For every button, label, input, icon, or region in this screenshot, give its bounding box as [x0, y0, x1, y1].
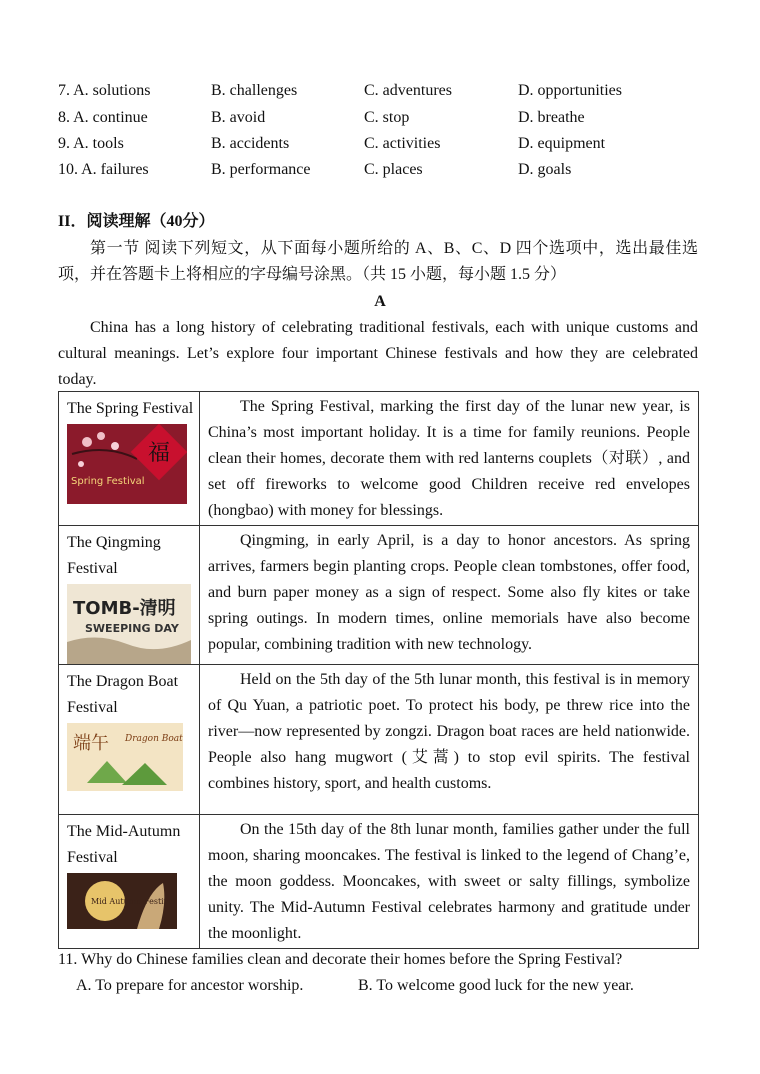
dragon-boat-illustration: [67, 723, 183, 791]
festival-name: The Qingming Festival: [67, 534, 161, 577]
passage-intro: China has a long history of celebrating traditional festivals, each with unique customs and cultural meanings. Let’s explore four important Chinese festivals and how they are celebrated today.: [58, 319, 698, 388]
festival-desc-cell: [200, 665, 699, 815]
table-row: [59, 526, 699, 665]
option-c: C. activities: [364, 135, 441, 152]
festival-desc-cell: [200, 815, 699, 949]
qingming-illustration: [67, 584, 191, 664]
section-title: II．阅读理解（40分）: [58, 213, 215, 230]
festival-name-cell: [59, 665, 200, 815]
option-c: C. stop: [364, 109, 410, 126]
option-b: B. challenges: [211, 82, 298, 99]
qingming-image: [67, 584, 191, 664]
image-subcaption: SWEEPING DAY: [85, 622, 179, 635]
option-d: D. opportunities: [518, 82, 622, 99]
option-c: C. places: [364, 161, 423, 178]
image-caption: Mid Autumn Festival: [91, 897, 176, 906]
festival-name: The Spring Festival: [67, 400, 194, 417]
option-a: 10. A. failures: [58, 161, 149, 178]
festival-desc-cell: [200, 392, 699, 526]
passage-label: A: [374, 293, 386, 310]
option-row: [58, 159, 698, 181]
festival-name-cell: [59, 526, 200, 665]
festival-description: The Spring Festival, marking the first day of the lunar new year, is China’s most important holiday. It is a time for family reunions. People clean their homes, decorate them with red lanterns couplets（对联）, and set off fireworks to welcome good Children receive red envelopes (hongbao) with money for blessings.: [208, 398, 690, 519]
option-b: B. avoid: [211, 109, 266, 126]
image-subcaption: Dragon Boat: [125, 734, 183, 744]
option-c: C. adventures: [364, 82, 452, 99]
festival-description: On the 15th day of the 8th lunar month, families gather under the full moon, sharing mooncakes. The festival is linked to the legend of Chang’e, the moon goddess. Mooncakes, with sweet or salty fillings, symbolize unity. The Mid-Autumn Festival celebrates harmony and gratitude under the moonlight.: [208, 821, 690, 942]
option-row: [58, 80, 698, 102]
option-d: D. breathe: [518, 109, 585, 126]
festival-name: The Mid-Autumn Festival: [67, 823, 181, 866]
question-stem: 11. Why do Chinese families clean and decorate their homes before the Spring Festival?: [58, 951, 623, 968]
table-row: [59, 665, 699, 815]
fu-character: 福: [147, 441, 171, 466]
festival-name-cell: [59, 815, 200, 949]
question-option-a: A. To prepare for ancestor worship.: [76, 977, 304, 994]
festival-name-cell: [59, 392, 200, 526]
festival-description: Qingming, in early April, is a day to honor ancestors. As spring arrives, farmers begin planting crops. People clean tombstones, offer food, and burn paper money as a sign of respect. Some also fly kites or take spring outings. In modern times, online memorials have also become popular, combining tradition with new technology.: [208, 532, 690, 653]
option-b: B. performance: [211, 161, 311, 178]
option-row: [58, 107, 698, 129]
image-caption: 端午: [73, 733, 109, 754]
option-row: [58, 133, 698, 155]
festival-description: Held on the 5th day of the 5th lunar month, this festival is in memory of Qu Yuan, a patriotic poet. To protect his body, pe threw rice into the river—now represented by zongzi. Dragon boat races are held nationwide. People also hang mugwort (艾蒿) to stop evil spirits. The festival combines history, sport, and health customs.: [208, 671, 690, 792]
festival-table: [58, 391, 699, 949]
option-d: D. equipment: [518, 135, 606, 152]
festival-name: The Dragon Boat Festival: [67, 673, 179, 716]
spring-festival-image: [67, 424, 187, 504]
table-row: [59, 815, 699, 949]
mid-autumn-illustration: [67, 873, 177, 929]
mid-autumn-image: [67, 873, 177, 929]
option-d: D. goals: [518, 161, 572, 178]
spring-festival-illustration: [67, 424, 187, 504]
table-row: [59, 392, 699, 526]
option-b: B. accidents: [211, 135, 290, 152]
option-a: 9. A. tools: [58, 135, 124, 152]
section-instruction: 第一节 阅读下列短文，从下面每小题所给的 A、B、C、D 四个选项中，选出最佳选项，并在答题卡上将相应的字母编号涂黑。（共 15 小题，每小题 1.5 分）: [58, 240, 698, 283]
image-caption: Spring Festival: [71, 476, 145, 487]
festival-desc-cell: [200, 526, 699, 665]
dragon-boat-image: [67, 723, 183, 791]
question-option-b: B. To welcome good luck for the new year.: [358, 977, 634, 994]
option-a: 7. A. solutions: [58, 82, 151, 99]
image-caption: TOMB-清明: [73, 598, 176, 619]
option-a: 8. A. continue: [58, 109, 148, 126]
